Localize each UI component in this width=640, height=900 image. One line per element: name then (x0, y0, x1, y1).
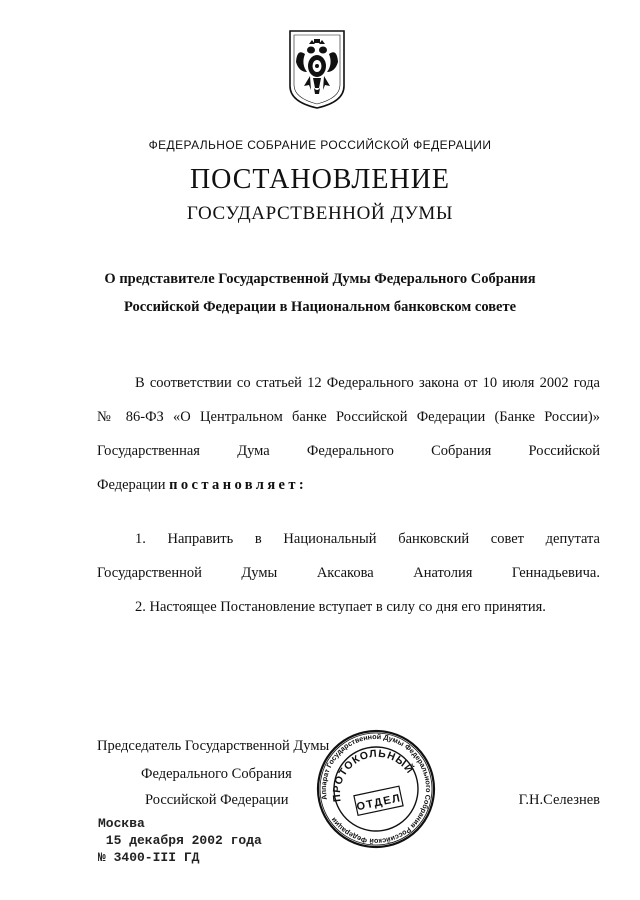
signatory-title-line-3: Российской Федерации (145, 792, 289, 808)
stamp-ring-text: Аппарат Государственной Думы Федерального Собрания Российской Федерации (318, 731, 434, 847)
resolution-item-2: 2. Настоящее Постановление вступает в силу со дня его принятия. (135, 599, 546, 615)
document-number: № 3400-III ГД (98, 850, 200, 865)
organization-name: ФЕДЕРАЛЬНОЕ СОБРАНИЕ РОССИЙСКОЙ ФЕДЕРАЦИИ (148, 138, 492, 152)
signatory-name: Г.Н.Селезнев (518, 792, 600, 808)
signatory-title-line-2: Федерального Собрания (141, 766, 292, 782)
preamble-end: Федерации (97, 477, 166, 493)
resolves-word: постановляет: (169, 477, 308, 493)
subject-line-2: Российской Федерации в Национальном банковском совете (123, 299, 517, 315)
preamble-text: В соответствии со статьей 12 Федерального закона от 10 июля 2002 года № 86-ФЗ «О Центральном банке Российской Федерации (Банке России)» Государственная Дума Федерального Собрания Российской (97, 375, 600, 459)
document-date: 15 декабря 2002 года (98, 833, 262, 848)
registration-block (98, 815, 262, 866)
stamp-arc-text: ПРОТОКОЛЬНЫЙ (330, 747, 416, 803)
document-type: ПОСТАНОВЛЕНИЕ (189, 164, 451, 195)
official-stamp (315, 728, 437, 850)
stamp-center-text: ОТДЕЛ (355, 792, 403, 814)
resolution-item-1: 1. Направить в Национальный банковский совет депутата Государственной Думы Аксакова Анатолия Геннадьевича. (97, 531, 600, 581)
subject-line-1: О представителе Государственной Думы Федерального Собрания (104, 271, 536, 287)
preamble-paragraph (97, 366, 600, 502)
coat-of-arms-emblem (287, 28, 347, 110)
city: Москва (98, 816, 145, 831)
signatory-title-line-1: Председатель Государственной Думы (97, 738, 330, 754)
issuing-body: ГОСУДАРСТВЕННОЙ ДУМЫ (186, 203, 454, 224)
document-subject (90, 265, 550, 321)
